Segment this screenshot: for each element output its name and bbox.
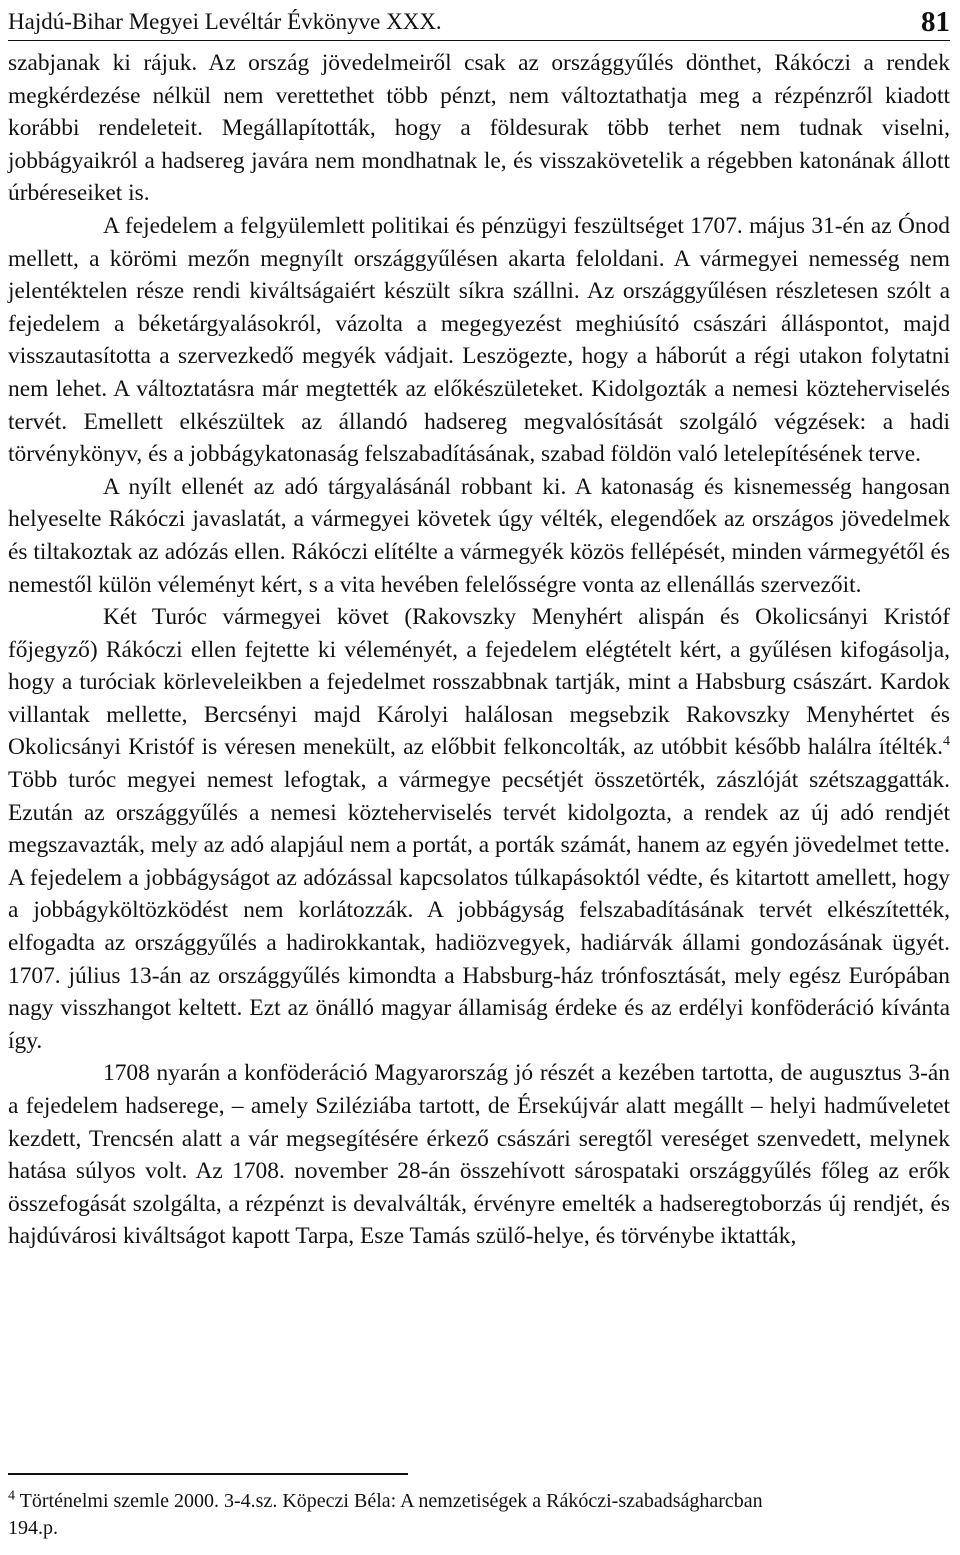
footnote xyxy=(8,1488,790,1542)
paragraph-3: A nyílt ellenét az adó tárgyalásánál robbant ki. A katonaság és kisnemesség hangosan helyeselte Rákóczi javaslatát, a vármegyei követek úgy vélték, elegendőek az országos jövedelmek és tiltakoztak az adózás ellen. Rákóczi elítélte a vármegyék közös fellépését, minden vármegyétől és nemestől külön véleményt kért, s a vita hevében felelősségre vonta az ellenállás szervezőit. xyxy=(8,473,950,598)
paragraph-4-text-a: Két Turóc vármegyei követ (Rakovszky Menyhért alispán és Okolicsányi Kristóf főjegyző) Rákóczi ellen fejtette ki véleményét, a fejedelem elégtételt kért, a gyűlésen kifogásolja, hogy a turóciak körleveleikben a fejedelmet rosszabbnak tartják, mint a Habsburg császárt. Kardok villantak mellette, Bercsényi majd Károlyi halálosan megsebzik Rakovszky Menyhértet és Okolicsányi Kristóf is véresen menekült, az előbbit felkoncolták, az utóbbit később halálra ítélték. xyxy=(8,604,950,761)
footnote-text: Történelmi szemle 2000. 3-4.sz. Köpeczi Béla: A nemzetiségek a Rákóczi-szabadságharcban 194.p. xyxy=(8,1490,763,1539)
paragraph-4 xyxy=(8,601,950,1057)
page-number: 81 xyxy=(921,6,950,38)
header-rule xyxy=(8,40,950,41)
paragraph-5: 1708 nyarán a konföderáció Magyarország jó részét a kezében tartotta, de augusztus 3-án a fejedelem hadserege, – amely Sziléziába tartott, de Érsekújvár alatt megállt – helyi hadműveletet kezdett, Trencsén alatt a vár megsegítésére érkező császári seregtől vereséget szenvedett, melynek hatása súlyos volt. Az 1708. november 28-án összehívott sárospataki országgyűlés főleg az erők összefogását szolgálta, a rézpénzt is devalválták, érvényre emelték a hadseregtoborzás új rendjét, és hajdúvárosi kiváltságot kapott Tarpa, Esze Tamás szülő-helye, és törvénybe iktatták, xyxy=(8,1060,950,1250)
footnote-rule xyxy=(8,1473,408,1475)
footnote-marker: 4 xyxy=(8,1488,15,1504)
main-text xyxy=(8,47,950,1253)
running-header xyxy=(8,4,950,40)
footnote-reference[interactable]: 4 xyxy=(943,734,950,750)
paragraph-1: szabjanak ki rájuk. Az ország jövedelmeiről csak az országgyűlés dönthet, Rákóczi a rendek megkérdezése nélkül nem verettethet több pénzt, nem változtathatja meg a rézpénzről kiadott korábbi rendeleteit. Megállapították, hogy a földesurak több terhet nem tudnak viselni, jobbágyaikról a hadsereg javára nem mondhatnak le, és visszakövetelik a régebben katonának állott úrbéreseiket is. xyxy=(8,50,950,207)
paragraph-4-text-b: Több turóc megyei nemest lefogtak, a vármegye pecsétjét összetörték, zászlóját szétszaggatták. Ezután az országgyűlés a nemesi közteherviselés tervét kidolgozta, a rendek az új adó rendjét megszavazták, mely az adó alapjául nem a portát, a porták számát, hanem az egyén jövedelmet tette. A fejedelem a jobbágyságot az adózással kapcsolatos túlkapásoktól védte, és kitartott amellett, hogy a jobbágyköltözködést nem korlátozzák. A jobbágyság felszabadításának tervét elkészítették, elfogadta az országgyűlés a hadirokkantak, hadiözvegyek, hadiárvák állami gondozásának ügyét. 1707. július 13-án az országgyűlés kimondta a Habsburg-ház trónfosztását, mely egész Európában nagy visszhangot keltett. Ezt az önálló magyar államiság érdeke és az erdélyi konföderáció kívánta így. xyxy=(8,767,950,1054)
journal-title: Hajdú-Bihar Megyei Levéltár Évkönyve XXX. xyxy=(8,9,442,34)
paragraph-2: A fejedelem a felgyülemlett politikai és pénzügyi feszültséget 1707. május 31-én az Ónod mellett, a körömi mezőn megnyílt országgyűlésen akarta feloldani. A vármegyei nemesség nem jelentéktelen része rendi kiváltságaiért készült síkra szállni. Az országgyűlésen részletesen szólt a fejedelem a béketárgyalásokról, vázolta a megegyezést meghiúsító császári álláspontot, majd visszautasította a szervezkedő megyék vádjait. Leszögezte, hogy a háborút a régi utakon folytatni nem lehet. A változtatásra már megtették az előkészületeket. Kidolgozták a nemesi közteherviselés tervét. Emellett elkészültek az állandó hadsereg megvalósítását szolgáló végzések: a hadi törvénykönyv, és a jobbágykatonaság felszabadításának, szabad földön való letelepítésének terve. xyxy=(8,212,950,468)
